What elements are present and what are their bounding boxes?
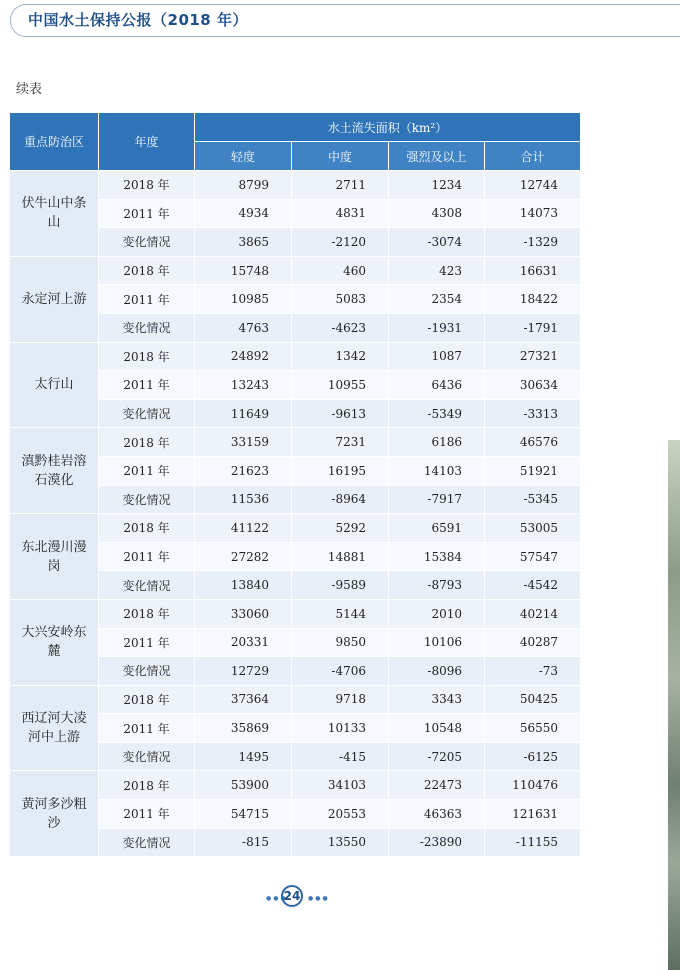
value-cell: 4831	[292, 199, 389, 228]
value-cell: 46576	[485, 428, 581, 457]
table-row	[10, 771, 581, 800]
table-row	[10, 256, 581, 285]
value-cell: 5083	[292, 285, 389, 314]
table-row	[10, 685, 581, 714]
value-cell: 16631	[485, 256, 581, 285]
region-name-cell: 伏牛山中条山	[10, 171, 99, 257]
table-row	[10, 514, 581, 543]
value-cell: 10955	[292, 371, 389, 400]
year-cell: 2011 年	[99, 285, 195, 314]
value-cell: 53005	[485, 514, 581, 543]
value-cell: 35869	[195, 714, 292, 743]
column-header-moderate: 中度	[292, 142, 389, 171]
value-cell: 18422	[485, 285, 581, 314]
value-cell: 6436	[389, 371, 485, 400]
column-header-mild: 轻度	[195, 142, 292, 171]
year-cell: 2018 年	[99, 428, 195, 457]
decorative-dots-right: ●●●	[308, 895, 330, 902]
value-cell: 33159	[195, 428, 292, 457]
year-cell: 2011 年	[99, 371, 195, 400]
region-name-cell: 西辽河大凌河中上游	[10, 685, 99, 771]
value-cell: 4934	[195, 199, 292, 228]
value-cell: 22473	[389, 771, 485, 800]
value-cell: -5345	[485, 485, 581, 514]
value-cell: -1931	[389, 313, 485, 342]
value-cell: 9850	[292, 628, 389, 657]
value-cell: 4763	[195, 313, 292, 342]
value-cell: 21623	[195, 456, 292, 485]
page-number-badge	[264, 883, 330, 911]
column-header-total: 合计	[485, 142, 581, 171]
value-cell: 1234	[389, 171, 485, 200]
column-header-region: 重点防治区	[10, 113, 99, 171]
value-cell: -2120	[292, 228, 389, 257]
year-cell: 2018 年	[99, 171, 195, 200]
year-cell: 2011 年	[99, 456, 195, 485]
table-continued-label: 续表	[16, 82, 43, 97]
value-cell: -9613	[292, 399, 389, 428]
value-cell: -8793	[389, 571, 485, 600]
value-cell: 6591	[389, 514, 485, 543]
region-name-cell: 大兴安岭东麓	[10, 599, 99, 685]
value-cell: 51921	[485, 456, 581, 485]
value-cell: 5144	[292, 599, 389, 628]
value-cell: 2010	[389, 599, 485, 628]
value-cell: 13550	[292, 828, 389, 857]
value-cell: -3074	[389, 228, 485, 257]
value-cell: 121631	[485, 800, 581, 829]
value-cell: -73	[485, 657, 581, 686]
column-header-severe: 强烈及以上	[389, 142, 485, 171]
value-cell: 5292	[292, 514, 389, 543]
value-cell: 54715	[195, 800, 292, 829]
value-cell: 12729	[195, 657, 292, 686]
value-cell: 14103	[389, 456, 485, 485]
value-cell: 6186	[389, 428, 485, 457]
year-cell: 2018 年	[99, 685, 195, 714]
year-cell: 2018 年	[99, 342, 195, 371]
value-cell: 460	[292, 256, 389, 285]
value-cell: 2711	[292, 171, 389, 200]
value-cell: -7205	[389, 742, 485, 771]
value-cell: 20553	[292, 800, 389, 829]
value-cell: 3865	[195, 228, 292, 257]
year-cell: 变化情况	[99, 313, 195, 342]
page-number: 24	[281, 885, 303, 907]
value-cell: -8096	[389, 657, 485, 686]
region-name-cell: 滇黔桂岩溶石漠化	[10, 428, 99, 514]
value-cell: -4706	[292, 657, 389, 686]
year-cell: 2018 年	[99, 256, 195, 285]
value-cell: -8964	[292, 485, 389, 514]
value-cell: 9718	[292, 685, 389, 714]
value-cell: 33060	[195, 599, 292, 628]
year-cell: 变化情况	[99, 399, 195, 428]
year-cell: 变化情况	[99, 742, 195, 771]
value-cell: 27321	[485, 342, 581, 371]
value-cell: -5349	[389, 399, 485, 428]
value-cell: -6125	[485, 742, 581, 771]
value-cell: 10106	[389, 628, 485, 657]
year-cell: 2011 年	[99, 542, 195, 571]
value-cell: 16195	[292, 456, 389, 485]
table-row	[10, 599, 581, 628]
value-cell: 1495	[195, 742, 292, 771]
value-cell: 13840	[195, 571, 292, 600]
year-cell: 2018 年	[99, 514, 195, 543]
region-name-cell: 东北漫川漫岗	[10, 514, 99, 600]
value-cell: -3313	[485, 399, 581, 428]
value-cell: 30634	[485, 371, 581, 400]
value-cell: 57547	[485, 542, 581, 571]
year-cell: 变化情况	[99, 485, 195, 514]
value-cell: -11155	[485, 828, 581, 857]
year-cell: 变化情况	[99, 828, 195, 857]
value-cell: -415	[292, 742, 389, 771]
region-name-cell: 黄河多沙粗沙	[10, 771, 99, 857]
value-cell: -4542	[485, 571, 581, 600]
value-cell: 24892	[195, 342, 292, 371]
soil-erosion-table	[9, 112, 581, 857]
value-cell: 41122	[195, 514, 292, 543]
value-cell: 110476	[485, 771, 581, 800]
year-cell: 2011 年	[99, 628, 195, 657]
value-cell: 34103	[292, 771, 389, 800]
value-cell: 10985	[195, 285, 292, 314]
value-cell: 14881	[292, 542, 389, 571]
value-cell: 12744	[485, 171, 581, 200]
year-cell: 2011 年	[99, 714, 195, 743]
value-cell: 1342	[292, 342, 389, 371]
table-row	[10, 342, 581, 371]
year-cell: 变化情况	[99, 228, 195, 257]
value-cell: 13243	[195, 371, 292, 400]
column-header-year: 年度	[99, 113, 195, 171]
value-cell: -1329	[485, 228, 581, 257]
value-cell: 27282	[195, 542, 292, 571]
table-row	[10, 428, 581, 457]
value-cell: -4623	[292, 313, 389, 342]
year-cell: 变化情况	[99, 571, 195, 600]
value-cell: 10133	[292, 714, 389, 743]
photo-edge-image	[668, 440, 680, 970]
value-cell: 56550	[485, 714, 581, 743]
value-cell: -9589	[292, 571, 389, 600]
value-cell: 2354	[389, 285, 485, 314]
value-cell: 40214	[485, 599, 581, 628]
year-cell: 2011 年	[99, 199, 195, 228]
value-cell: 20331	[195, 628, 292, 657]
year-cell: 2018 年	[99, 599, 195, 628]
value-cell: -23890	[389, 828, 485, 857]
value-cell: 15748	[195, 256, 292, 285]
value-cell: 8799	[195, 171, 292, 200]
region-name-cell: 永定河上游	[10, 256, 99, 342]
table-body	[10, 171, 581, 857]
year-cell: 2018 年	[99, 771, 195, 800]
value-cell: 50425	[485, 685, 581, 714]
table-row	[10, 171, 581, 200]
decorative-dots-left: ●●●	[266, 895, 288, 902]
value-cell: 53900	[195, 771, 292, 800]
value-cell: 4308	[389, 199, 485, 228]
value-cell: 3343	[389, 685, 485, 714]
value-cell: 1087	[389, 342, 485, 371]
value-cell: 40287	[485, 628, 581, 657]
value-cell: 423	[389, 256, 485, 285]
value-cell: -7917	[389, 485, 485, 514]
value-cell: 15384	[389, 542, 485, 571]
value-cell: 11649	[195, 399, 292, 428]
year-cell: 变化情况	[99, 657, 195, 686]
page-header-title: 中国水土保持公报（2018 年）	[28, 11, 248, 29]
value-cell: -1791	[485, 313, 581, 342]
value-cell: 11536	[195, 485, 292, 514]
region-name-cell: 太行山	[10, 342, 99, 428]
value-cell: 14073	[485, 199, 581, 228]
value-cell: 10548	[389, 714, 485, 743]
year-cell: 2011 年	[99, 800, 195, 829]
column-group-header-erosion-area: 水土流失面积（km²）	[195, 113, 581, 142]
value-cell: 37364	[195, 685, 292, 714]
value-cell: 7231	[292, 428, 389, 457]
value-cell: -815	[195, 828, 292, 857]
value-cell: 46363	[389, 800, 485, 829]
